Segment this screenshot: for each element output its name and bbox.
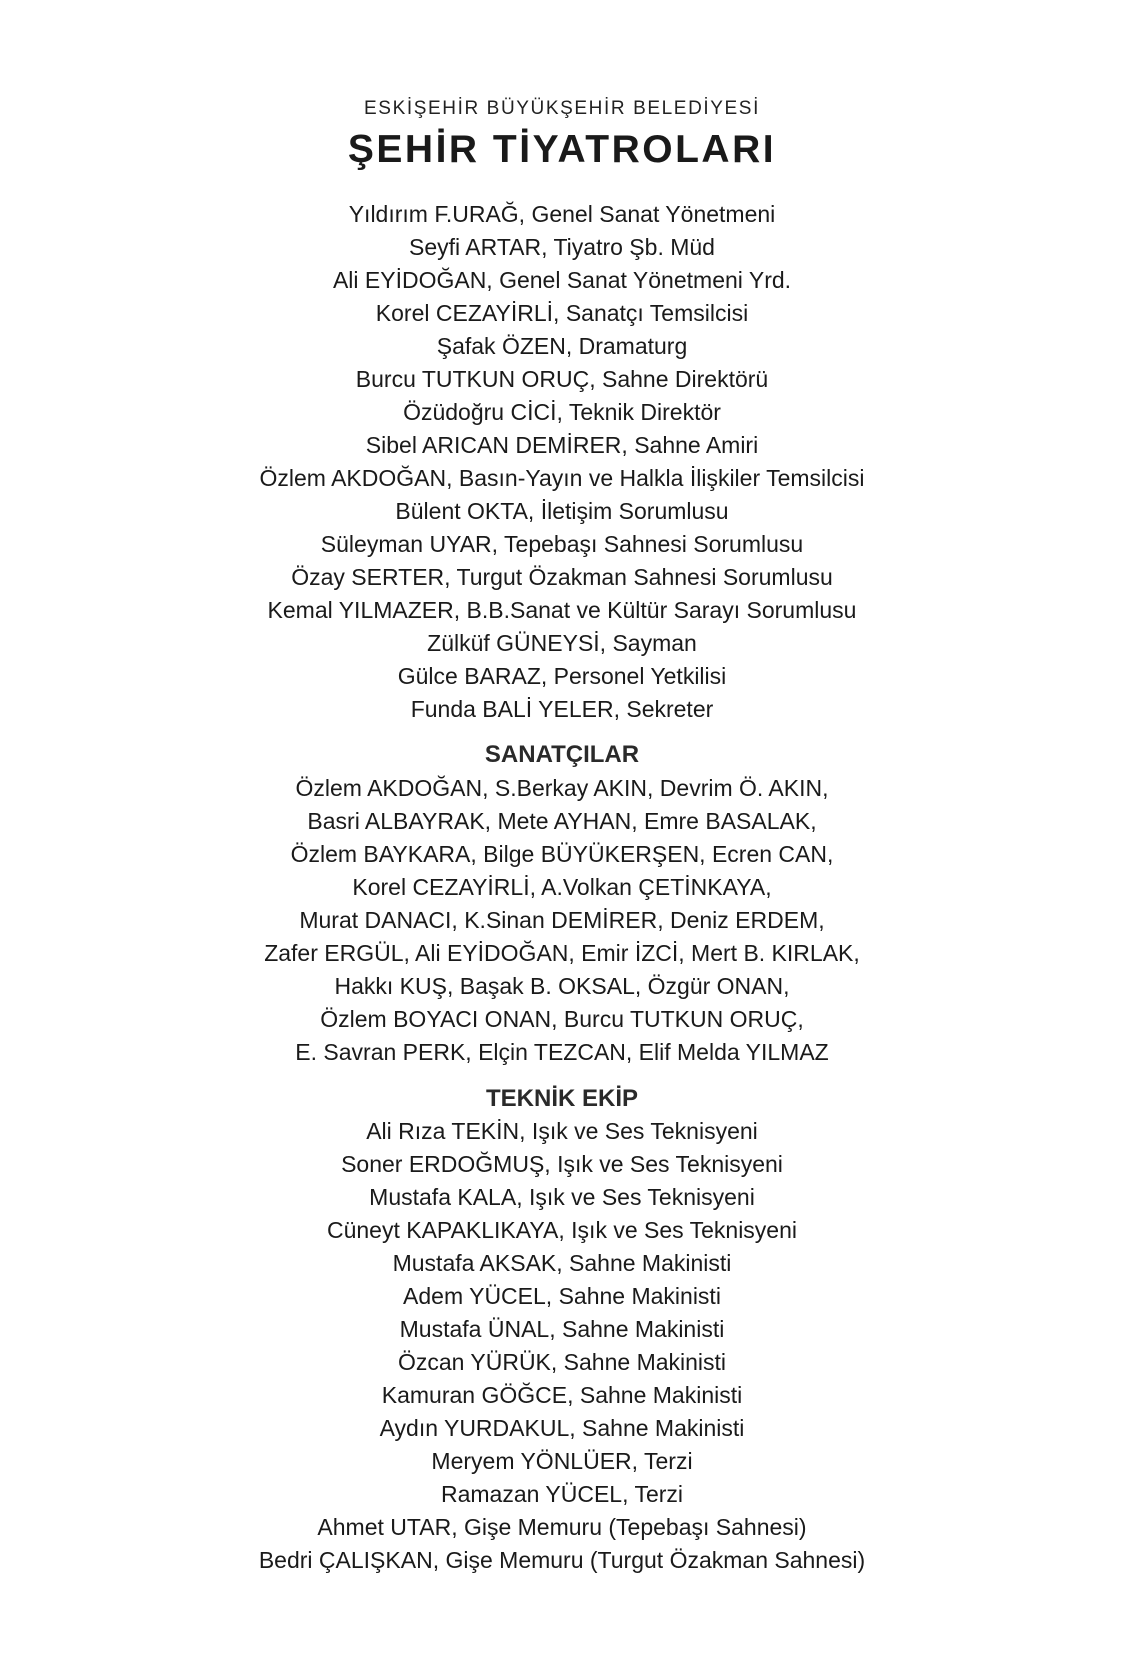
staff-item: Özlem AKDOĞAN, Basın-Yayın ve Halkla İlişkiler Temsilcisi [259,465,865,491]
tech-team-item: Adem YÜCEL, Sahne Makinisti [403,1283,721,1309]
staff-item: Süleyman UYAR, Tepebaşı Sahnesi Sorumlusu [320,531,804,557]
artists-line: Zafer ERGÜL, Ali EYİDOĞAN, Emir İZCİ, Mert B. KIRLAK, [264,940,860,966]
tech-team-item: Cüneyt KAPAKLIKAYA, Işık ve Ses Teknisyeni [326,1217,798,1243]
staff-item: Özüdoğru CİCİ, Teknik Direktör [403,399,721,425]
staff-item: Gülce BARAZ, Personel Yetkilisi [397,663,727,689]
artists-line: Hakkı KUŞ, Başak B. OKSAL, Özgür ONAN, [334,973,790,999]
tech-team-item: Mustafa ÜNAL, Sahne Makinisti [399,1316,725,1342]
tech-team-item: Meryem YÖNLÜER, Terzi [431,1448,693,1474]
staff-item: Zülküf GÜNEYSİ, Sayman [427,630,697,656]
tech-team-item: Bedri ÇALIŞKAN, Gişe Memuru (Turgut Özakman Sahnesi) [258,1547,866,1573]
page-title: ŞEHİR TİYATROLARI [347,128,777,171]
staff-item: Sibel ARICAN DEMİRER, Sahne Amiri [365,432,759,458]
tech-team-item: Mustafa KALA, Işık ve Ses Teknisyeni [369,1184,755,1210]
tech-team-item: Ali Rıza TEKİN, Işık ve Ses Teknisyeni [366,1118,758,1144]
artists-line: Özlem BAYKARA, Bilge BÜYÜKERŞEN, Ecren CAN, [290,841,834,867]
tech-team-item: Kamuran GÖĞCE, Sahne Makinisti [381,1382,743,1408]
staff-item: Burcu TUTKUN ORUÇ, Sahne Direktörü [355,366,769,392]
artists-line: Korel CEZAYİRLİ, A.Volkan ÇETİNKAYA, [352,874,772,900]
staff-item: Yıldırım F.URAĞ, Genel Sanat Yönetmeni [348,201,776,227]
staff-item: Bülent OKTA, İletişim Sorumlusu [395,498,729,524]
tech-team-item: Aydın YURDAKUL, Sahne Makinisti [379,1415,745,1441]
artists-line: Murat DANACI, K.Sinan DEMİRER, Deniz ERDEM, [299,907,825,933]
tech-team-item: Ahmet UTAR, Gişe Memuru (Tepebaşı Sahnesi) [317,1514,807,1540]
staff-item: Kemal YILMAZER, B.B.Sanat ve Kültür Sarayı Sorumlusu [267,597,857,623]
artists-heading: SANATÇILAR [484,741,640,768]
tech-team-heading: TEKNİK EKİP [485,1085,638,1112]
tech-team-item: Soner ERDOĞMUŞ, Işık ve Ses Teknisyeni [341,1151,783,1177]
staff-item: Funda BALİ YELER, Sekreter [410,696,714,722]
organization-name: ESKİŞEHİR BÜYÜKŞEHİR BELEDİYESİ [364,98,760,119]
staff-item: Şafak ÖZEN, Dramaturg [436,333,688,359]
artists-line: Basri ALBAYRAK, Mete AYHAN, Emre BASALAK, [307,808,817,834]
tech-team-item: Mustafa AKSAK, Sahne Makinisti [392,1250,732,1276]
staff-item: Ali EYİDOĞAN, Genel Sanat Yönetmeni Yrd. [332,267,792,293]
tech-team-item: Ramazan YÜCEL, Terzi [440,1481,684,1507]
artists-line: Özlem AKDOĞAN, S.Berkay AKIN, Devrim Ö. AKIN, [295,775,829,801]
staff-list [0,198,1124,726]
staff-item: Korel CEZAYİRLİ, Sanatçı Temsilcisi [375,300,749,326]
artists-line: E. Savran PERK, Elçin TEZCAN, Elif Melda YILMAZ [295,1039,829,1065]
tech-team-item: Özcan YÜRÜK, Sahne Makinisti [397,1349,727,1375]
tech-team-list [0,1115,1124,1577]
artists-list [0,772,1124,1069]
staff-item: Seyfi ARTAR, Tiyatro Şb. Müd [409,234,715,260]
artists-line: Özlem BOYACI ONAN, Burcu TUTKUN ORUÇ, [320,1006,804,1032]
staff-item: Özay SERTER, Turgut Özakman Sahnesi Sorumlusu [291,564,833,590]
